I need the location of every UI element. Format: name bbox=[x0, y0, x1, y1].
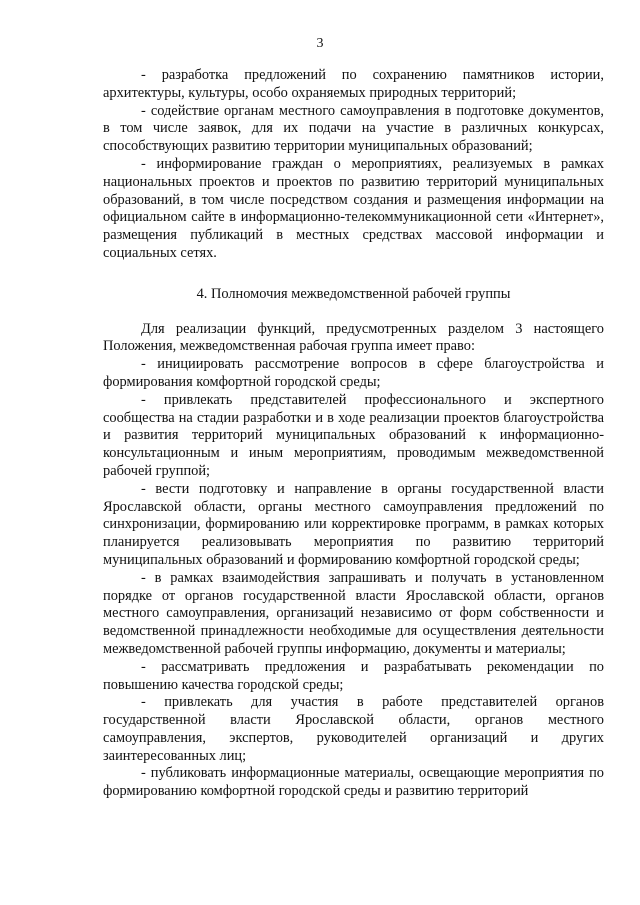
paragraph: - инициировать рассмотрение вопросов в сфере благоустройства и формирования комфортной городской среды; bbox=[103, 356, 604, 390]
paragraph: - вести подготовку и направление в органы государственной власти Ярославской области, органы местного самоуправления предложений по синхронизации, формированию или корректировке программ, в рамках которых планируется реализовывать мероприятия по развитию территорий муниципальных образований и формированию комфортной городской среды; bbox=[103, 480, 604, 568]
paragraph: - разработка предложений по сохранению памятников истории, архитектуры, культуры, особо охраняемых природных территорий; bbox=[103, 67, 604, 101]
paragraph: - содействие органам местного самоуправления в подготовке документов, в том числе заявок, для их подачи на участие в различных конкурсах, способствующих развитию территории муниципальных образований; bbox=[103, 102, 604, 155]
paragraph: - информирование граждан о мероприятиях, реализуемых в рамках национальных проектов и проектов по развитию территорий муниципальных образований, в том числе посредством создания и размещения информации на официальном сайте в информационно-телекоммуникационной сети «Интернет», размещения публикаций в местных средствах массовой информации и социальных сетях. bbox=[103, 155, 604, 261]
paragraph: - рассматривать предложения и разрабатывать рекомендации по повышению качества городской среды; bbox=[103, 658, 604, 693]
paragraph: - привлекать для участия в работе представителей органов государственной власти Ярославской области, органов местного самоуправления, экспертов, руководителей организаций и других заинтересованных лиц; bbox=[103, 694, 604, 764]
paragraph: - в рамках взаимодействия запрашивать и получать в установленном порядке от органов государственной власти Ярославской области, органов местного самоуправления, организаций независимо от форм собственности и ведомственной принадлежности необходимые для осуществления деятельности межведомственной рабочей группы информацию, документы и материалы; bbox=[103, 569, 604, 657]
spacer bbox=[103, 263, 604, 276]
section-heading: 4. Полномочия межведомственной рабочей группы bbox=[196, 285, 511, 302]
paragraph: Для реализации функций, предусмотренных разделом 3 настоящего Положения, межведомственная рабочая группа имеет право: bbox=[103, 320, 604, 355]
document-body bbox=[103, 67, 604, 801]
paragraph: - привлекать представителей профессионального и экспертного сообщества на стадии разработки и в ходе реализации проектов благоустройства и развития территорий муниципальных образований к информационно-консультационным и иным мероприятиям, проводимым межведомственной рабочей группой; bbox=[103, 391, 604, 479]
page-number: 3 bbox=[316, 36, 324, 51]
paragraph: - публиковать информационные материалы, освещающие мероприятия по формированию комфортной городской среды и развитию территорий bbox=[103, 765, 604, 800]
